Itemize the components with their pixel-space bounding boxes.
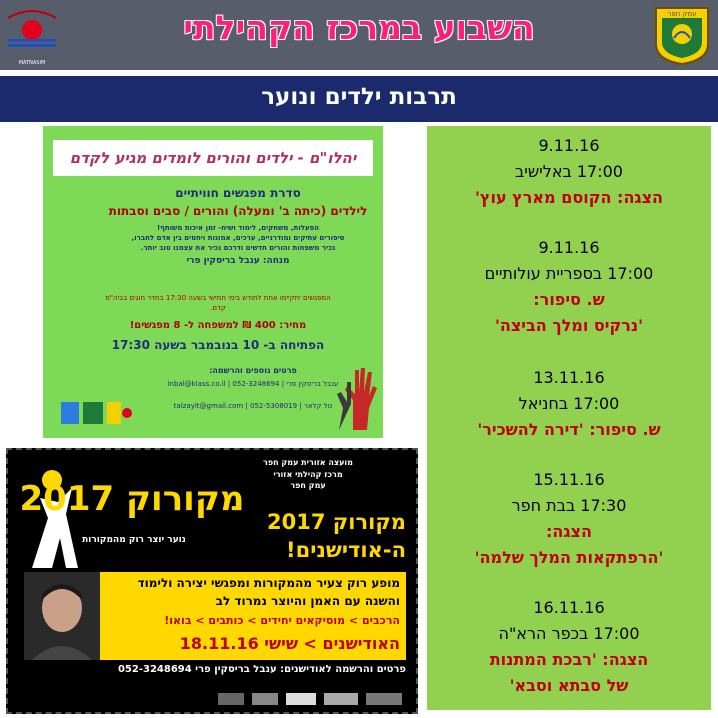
description-line: הפעלות, משחקים, לימוד ושיח- זמן איכות משותף!	[156, 224, 320, 232]
event-time-place: 17:00 בחניאל	[518, 394, 620, 413]
section-bar	[0, 76, 718, 122]
hands-icon	[333, 364, 379, 432]
events-schedule	[427, 126, 711, 710]
meetings-text: קדם.	[210, 304, 226, 312]
event-time-place: 17:30 בבת חפר	[511, 496, 627, 515]
series-title: סדרת מפגשים חוויתיים	[175, 186, 301, 200]
registration-text: פרטים והרשמה לאודישנים: ענבל בריסקין פרי 052-3248694	[117, 664, 406, 675]
auditions-box	[24, 572, 406, 660]
matnasim-logo-caption: MATNASIM	[18, 60, 46, 66]
makorock-title: מקורוק 2017	[267, 510, 406, 534]
details-title: פרטים נוספים והרשמה:	[209, 366, 297, 375]
auditions-title: ה-אודישנים!	[286, 538, 406, 562]
opening-text: הפתיחה ב- 10 בנובמבר בשעה 17:30	[111, 338, 325, 352]
header	[0, 0, 718, 70]
price-text: מחיר: 400 ₪ למשפחה ל- 8 מפגשים!	[129, 320, 307, 331]
event-type: הצגה:	[546, 522, 592, 541]
makorock-logo-sub: נוער יוצר רוק מהמקורות	[82, 535, 186, 545]
event-title: 'הרפתקאות המלך שלמה'	[474, 548, 664, 567]
event-title: הצגה: 'רבכת המתנות	[489, 650, 649, 669]
event-type: ש. סיפור:	[533, 290, 605, 309]
event-time-place: 17:00 בספריית עולותיים	[484, 264, 654, 283]
audience-text: לילדים (כיתה ב' ומעלה) והורים / סבים וסבתות	[108, 204, 368, 218]
sponsor-logos	[61, 398, 133, 428]
yahalom-banner: יהלו"ם - ילדים והורים לומדים מגיע לקדם	[53, 140, 373, 176]
artist-photo	[24, 572, 100, 660]
matnasim-logo	[4, 6, 60, 64]
org-text: מרכז קהילתי אזורי	[273, 470, 343, 479]
emek-hefer-emblem	[652, 4, 712, 66]
event-date: 15.11.16	[533, 470, 605, 489]
org-text: עמק חפר	[290, 481, 326, 490]
yahalom-flyer	[43, 126, 383, 438]
event-title: ש. סיפור: 'דירה להשכיר'	[477, 420, 661, 439]
auditions-line: והשנה עם האמן והיוצר נמרוד לב	[215, 594, 400, 608]
event-date: 16.11.16	[533, 598, 605, 617]
meetings-text: המפגשים יתקיימו אחת לחודש בימי חמישי בשעה 17:30 בחדר חוגים בביה"ס	[105, 294, 331, 302]
section-title: תרבות ילדים ונוער	[261, 84, 457, 110]
event-date: 9.11.16	[538, 136, 600, 155]
description-line: סיפורים עתיקים ומודרניים, ערכים, אמונות ויחסים בין אדם לחברו,	[131, 234, 345, 242]
event-time-place: 17:00 בכפר הרא"ה	[498, 624, 640, 643]
event-date: 13.11.16	[533, 368, 605, 387]
contact-line: טל קלאר | 052-5308019 | talzayit@gmail.com	[173, 402, 333, 410]
makorock-logo-text: מקורוק 2017	[19, 479, 245, 519]
event-title: הצגה: הקוסם מארץ עוץ'	[474, 188, 664, 207]
auditions-line: הרכבים > מוסיקאים יחידים > כותבים > בואו!	[164, 614, 400, 627]
event-title-cont: של סבתא וסבא'	[509, 676, 629, 695]
makorock-logo	[19, 458, 245, 578]
page-title: השבוע במרכז הקהילתי	[183, 8, 535, 47]
contact-line: ענבל בריסקין פרי | 052-3248694 | inbal@klass.co.il	[167, 380, 339, 388]
auditions-line: מופע רוק צעיר מהמקורות ומפגשי יצירה ולימוד	[137, 576, 400, 590]
emblem-label: עמק חפר	[667, 10, 697, 18]
event-date: 9.11.16	[538, 238, 600, 257]
makorock-flyer	[6, 448, 418, 714]
event-title: 'נרקיס ומלך הביצה'	[494, 316, 644, 335]
description-line: נכיר משפחות והורים חדשים ודרכם נכיר את עצמנו טוב יותר.	[140, 244, 336, 252]
sponsor-logos	[218, 690, 408, 708]
event-time-place: 17:00 באלישיב	[515, 162, 623, 181]
org-text: מועצה אזורית עמק חפר	[263, 458, 353, 467]
facilitator-text: מנחה: ענבל בריסקין פרי	[186, 256, 290, 266]
auditions-date: האודישנים > שישי 18.11.16	[179, 634, 400, 653]
